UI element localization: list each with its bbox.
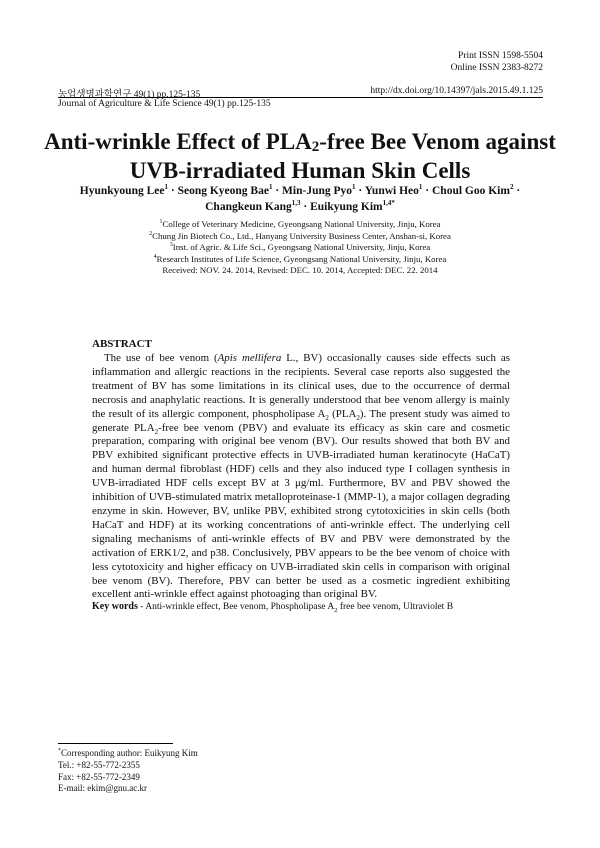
- author-affiliation-mark: 1: [164, 183, 168, 192]
- corresponding-author-text: Corresponding author: Euikyung Kim: [61, 748, 198, 758]
- author-separator: ·: [300, 201, 311, 213]
- title-part-2: -free Bee Venom against: [319, 129, 556, 154]
- keywords-label: Key words: [92, 601, 138, 612]
- received-dates: Received: NOV. 24. 2014, Revised: DEC. 10. 2014, Accepted: DEC. 22. 2014: [162, 265, 438, 275]
- subscript: 2: [325, 413, 329, 422]
- affiliation-mark: 1: [159, 219, 163, 226]
- keywords: [92, 601, 522, 612]
- species-name: Apis mellifera: [217, 352, 282, 364]
- header-divider: [58, 97, 543, 98]
- author-affiliation-mark: 2: [509, 183, 514, 192]
- affiliation-text: Research Institutes of Life Science, Gyeongsang National University, Jinju, Korea: [156, 253, 447, 264]
- journal-citation-english: Journal of Agriculture & Life Science 49(1) pp.125-135: [58, 99, 271, 109]
- author-affiliation-mark: 1: [418, 183, 423, 192]
- abstract-body: [92, 352, 510, 602]
- title-subscript: 2: [311, 139, 320, 155]
- author-separator: ·: [167, 185, 178, 197]
- author-separator: ·: [513, 185, 521, 197]
- affiliation-text: College of Veterinary Medicine, Gyeongsang National University, Jinju, Korea: [162, 219, 441, 229]
- keywords-text: free bee venom, Ultraviolet B: [337, 602, 454, 612]
- abstract-text: ). The present study was aimed to generate PLA: [92, 407, 510, 434]
- author-name: Min-Jung Pyo: [282, 185, 353, 197]
- abstract-text: L., BV) occasionally causes side effects such as inflammation and allergic reactions in the recipients. Several case reports also suggested the treatment of BV has some limitations in its clinical uses, due to the occurrence of dermal necrosis and anaphylatic reactions. It is generally understood that bee venom allergy is mainly the result of its allergic component, phospholipase A: [92, 352, 511, 420]
- title-part-1: Anti-wrinkle Effect of PLA: [44, 129, 312, 154]
- author-name: Euikyung Kim: [310, 201, 383, 213]
- author-list: [70, 183, 530, 215]
- abstract-text: -free bee venom (PBV) and evaluate its efficacy as skin care and cosmetic preparation, comparing with original bee venom (BV). Our results showed that both BV and PBV exhibited significant protective effects in UVB-irradiated human keratinocyte (HaCaT) and human dermal fibroblast (HDF) cells and they also induced type I collagen synthesis in UVB-irradiated HDF cells except BV at 3 μg/ml. Furthermore, BV and PBV showed the inhibition of UVB-stimulated matrix metalloproteinase-1 (MMP-1), a major collagen degrading enzyme in skin. However, BV, unlike PBV, exhibited strong cytotoxicities in skin cells (both HaCaT and HDF) at its working concentrations of anti-wrinkle effect. The underlying cell signaling mechanisms of anti-wrinkle effects of BV and PBV were demonstrated by the activation of ERK1/2, and p38. Conclusively, PBV appears to be the bee venom of choice with less cytotoxicity and higher efficacy on UVB-irradiated skin cells in comparison with original bee venom (BV). Therefore, PBV can better be used as a cosmetic ingredient exhibiting excellent anti-wrinkle effect against photoaging than original BV.: [92, 421, 510, 601]
- journal-citation-korean: 농업생명과학연구 49(1) pp.125-135: [58, 90, 201, 100]
- author-separator: ·: [272, 185, 283, 197]
- title-line-2: UVB-irradiated Human Skin Cells: [129, 158, 471, 183]
- affiliation-text: Chung Jin Biotech Co., Ltd., Hanyang University Business Center, Anshan-si, Korea: [152, 230, 451, 241]
- affiliation-mark: 3: [169, 242, 173, 249]
- author-name: Changkeun Kang: [205, 201, 292, 213]
- author-affiliation-mark: 1: [268, 183, 273, 192]
- telephone: Tel.: +82-55-772-2355: [58, 759, 140, 770]
- author-name: Seong Kyeong Bae: [177, 185, 269, 197]
- author-separator: ·: [422, 185, 432, 197]
- author-affiliation-mark: 1: [352, 183, 356, 192]
- doi-link[interactable]: http://dx.doi.org/10.14397/jals.2015.49.1.125: [370, 86, 543, 96]
- subscript: 2: [356, 413, 360, 422]
- keywords-text: - Anti-wrinkle effect, Bee venom, Phospholipase A: [137, 602, 335, 612]
- author-separator: ·: [355, 185, 365, 197]
- affiliation: [80, 254, 520, 266]
- corresponding-author: [58, 748, 198, 760]
- email[interactable]: E-mail: ekim@gnu.ac.kr: [58, 783, 148, 794]
- footnote-divider: [58, 743, 173, 744]
- affiliation-mark: 2: [149, 230, 153, 237]
- footnote-mark: *: [58, 748, 61, 754]
- abstract-text: The use of bee venom (: [104, 352, 218, 364]
- paper-title: [40, 127, 560, 185]
- subscript: 2: [334, 606, 338, 614]
- issn-block: [451, 50, 543, 74]
- affiliation: [80, 231, 520, 243]
- fax: Fax: +82-55-772-2349: [58, 771, 140, 782]
- affiliation-mark: 4: [153, 253, 157, 260]
- author-name: Yunwi Heo: [364, 185, 419, 197]
- footnote: [58, 748, 198, 795]
- subscript: 2: [154, 427, 159, 436]
- affiliation-text: Inst. of Agric. & Life Sci., Gyeongsang National University, Jinju, Korea: [172, 242, 431, 253]
- author-affiliation-mark: 1,3: [291, 199, 301, 208]
- abstract-text: (PLA: [328, 407, 357, 420]
- author-name: Choul Goo Kim: [432, 185, 510, 197]
- print-issn: Print ISSN 1598-5504: [458, 51, 543, 61]
- abstract-heading: ABSTRACT: [92, 338, 152, 350]
- author-name: Hyunkyoung Lee: [79, 185, 165, 197]
- author-affiliation-mark: 1,4*: [382, 199, 395, 208]
- affiliation-list: [80, 219, 520, 265]
- affiliation: [80, 219, 520, 231]
- online-issn: Online ISSN 2383-8272: [450, 63, 543, 73]
- affiliation: [80, 242, 520, 254]
